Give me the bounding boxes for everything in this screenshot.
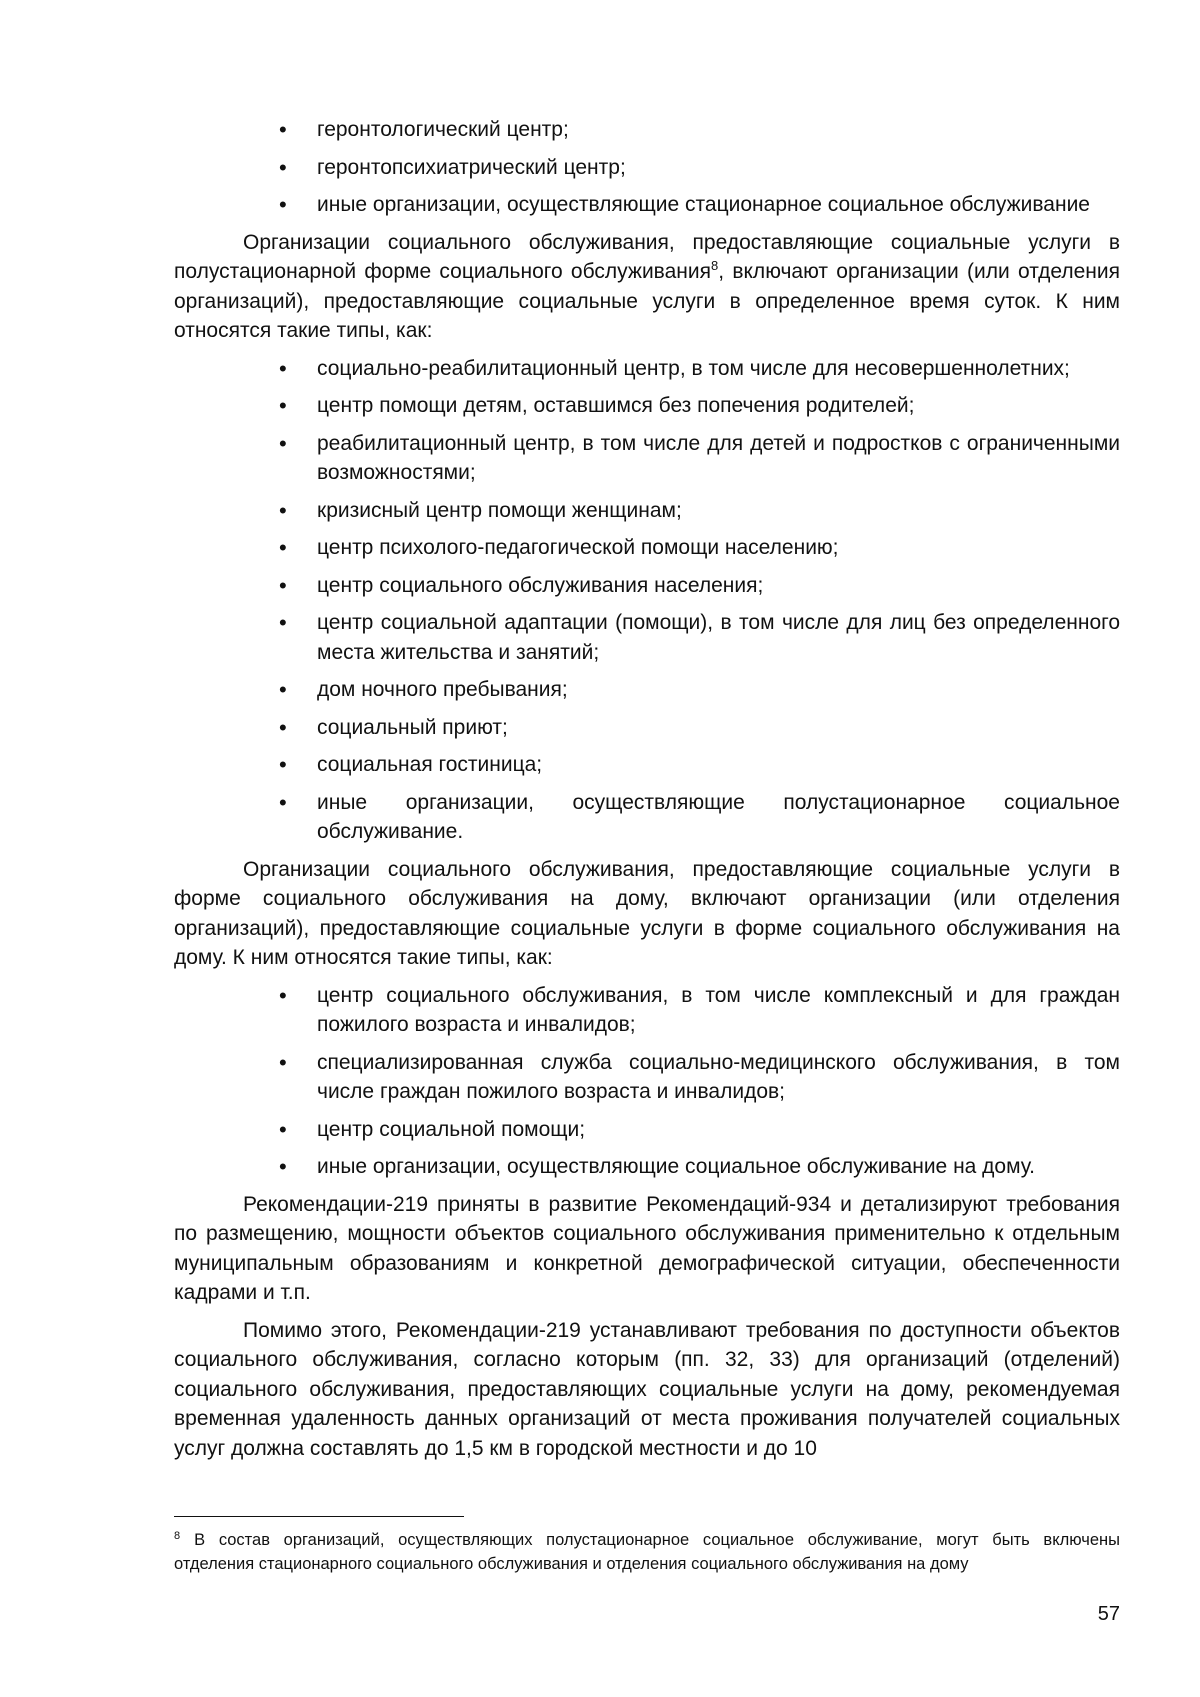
- home-service-types-list: [174, 981, 1120, 1182]
- page-body: [174, 115, 1120, 1471]
- list-item: • социальная гостиница;: [174, 750, 1120, 780]
- list-item: • центр психолого-педагогической помощи населению;: [174, 533, 1120, 563]
- list-item: • кризисный центр помощи женщинам;: [174, 496, 1120, 526]
- paragraph-text: Организации социального обслуживания, предоставляющие социальные услуги в полустационарной форме социального обслуживания: [174, 230, 1120, 283]
- list-item: • геронтопсихиатрический центр;: [174, 153, 1120, 183]
- list-item: • центр социального обслуживания населения;: [174, 571, 1120, 601]
- footnote-separator: [174, 1516, 464, 1517]
- footnote-mark: 8: [174, 1529, 181, 1542]
- paragraph-home-service: Организации социального обслуживания, предоставляющие социальные услуги в форме социального обслуживания на дому, включают организации (или отделения организаций), предоставляющие социальные услуги в форме социального обслуживания на дому. К ним относятся такие типы, как:: [174, 857, 1120, 969]
- list-item: • центр социального обслуживания, в том числе комплексный и для граждан пожилого возраста и инвалидов;: [174, 981, 1120, 1040]
- footnote-reference[interactable]: 8: [710, 258, 719, 273]
- paragraph-accessibility: Помимо этого, Рекомендации-219 устанавливают требования по доступности объектов социального обслуживания, согласно которым (пп. 32, 33) для организаций (отделений) социального обслуживания, предоставляющих социальные услуги на дому, рекомендуемая временная удаленность данных организаций от места проживания получателей социальных услуг должна составлять до 1,5 км в городской местности и до 10: [174, 1318, 1120, 1460]
- footnote-text: В состав организаций, осуществляющих полустационарное социальное обслуживание, могут быть включены отделения стационарного социального обслуживания и отделения социального обслуживания на дому: [174, 1531, 1120, 1573]
- list-item: • центр социальной помощи;: [174, 1115, 1120, 1145]
- list-item: • специализированная служба социально-медицинского обслуживания, в том числе граждан пожилого возраста и инвалидов;: [174, 1048, 1120, 1107]
- list-item: • центр помощи детям, оставшимся без попечения родителей;: [174, 391, 1120, 421]
- inpatient-types-list: [174, 115, 1120, 220]
- list-item: • реабилитационный центр, в том числе для детей и подростков с ограниченными возможностями;: [174, 429, 1120, 488]
- footnote: [174, 1528, 1120, 1576]
- list-item: • геронтологический центр;: [174, 115, 1120, 145]
- list-item: • иные организации, осуществляющие полустационарное социальное обслуживание.: [174, 788, 1120, 847]
- list-item: • центр социальной адаптации (помощи), в том числе для лиц без определенного места жительства и занятий;: [174, 608, 1120, 667]
- page-number: 57: [1097, 1603, 1120, 1625]
- paragraph-recommendations: Рекомендации-219 приняты в развитие Рекомендаций-934 и детализируют требования по размещению, мощности объектов социального обслуживания применительно к отдельным муниципальным образованиям и конкретной демографической ситуации, обеспеченности кадрами и т.п.: [174, 1192, 1120, 1304]
- paragraph-semi-inpatient: [174, 228, 1120, 346]
- list-item: • социальный приют;: [174, 713, 1120, 743]
- list-item: • социально-реабилитационный центр, в том числе для несовершеннолетних;: [174, 354, 1120, 384]
- list-item: • иные организации, осуществляющие социальное обслуживание на дому.: [174, 1152, 1120, 1182]
- list-item: • дом ночного пребывания;: [174, 675, 1120, 705]
- list-item: • иные организации, осуществляющие стационарное социальное обслуживание: [174, 190, 1120, 220]
- semi-inpatient-types-list: [174, 354, 1120, 847]
- paragraph-text: , включают организации (или отделения организаций), предоставляющие социальные услуги в определенное время суток. К ним относятся такие типы, как:: [174, 260, 1120, 342]
